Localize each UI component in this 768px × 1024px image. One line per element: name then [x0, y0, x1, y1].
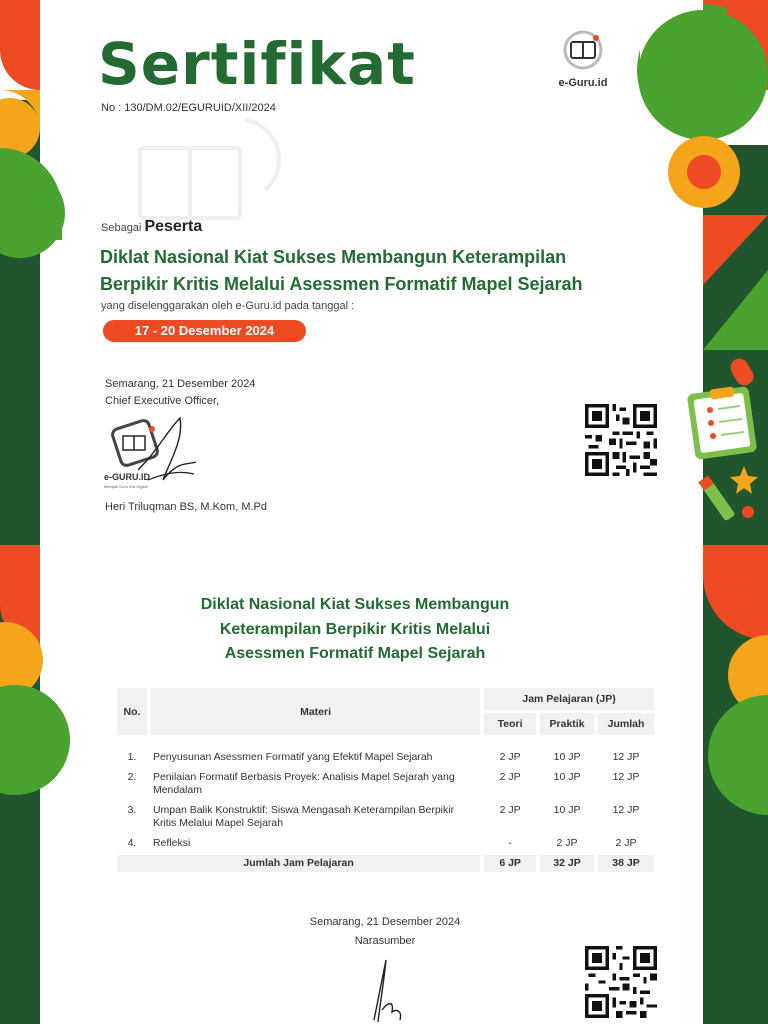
- row-materi: Penyusunan Asessmen Formatif yang Efektif Mapel Sejarah: [152, 751, 433, 763]
- participant-role: Peserta: [144, 218, 203, 235]
- course-title-line2: Berpikir Kritis Melalui Asessmen Formatif Mapel Sejarah: [100, 274, 583, 294]
- row-materi: Penilaian Formatif Berbasis Proyek: Analisis Mapel Sejarah yang Mendalam: [152, 771, 455, 796]
- role-line: [101, 218, 202, 236]
- role-prefix: Sebagai: [101, 222, 142, 234]
- row-no: 2.: [127, 771, 137, 783]
- book-logo-icon: [563, 30, 603, 70]
- row-no: 1.: [127, 751, 137, 763]
- table-row: [117, 769, 654, 799]
- materials-title: [150, 593, 560, 667]
- ceo-stamp-signature: [104, 410, 208, 505]
- stamp-text: e-GURU.ID: [104, 472, 151, 482]
- row-teori: 2 JP: [499, 751, 521, 763]
- row-praktik: 10 JP: [553, 751, 581, 763]
- total-praktik: 32 JP: [540, 855, 594, 872]
- logo-text: e-Guru.id: [558, 77, 608, 89]
- row-praktik: 10 JP: [553, 804, 581, 816]
- certificate-number: No : 130/DM.02/EGURUID/XII/2024: [101, 102, 276, 114]
- signature2-position: Narasumber: [354, 935, 416, 947]
- materials-title-line2: Keterampilan Berpikir Kritis Melalui: [219, 620, 491, 638]
- total-jumlah: 38 JP: [598, 855, 654, 872]
- header-praktik: Praktik: [540, 713, 594, 735]
- row-jumlah: 12 JP: [612, 804, 640, 816]
- row-teori: -: [508, 837, 512, 849]
- signer1-name: Heri Triluqman BS, M.Kom, M.Pd: [105, 501, 267, 513]
- table-row: [117, 835, 654, 852]
- table-total-row: [117, 855, 654, 872]
- table-row: [117, 802, 654, 832]
- qr-code-icon: [585, 404, 657, 476]
- row-jumlah: 12 JP: [612, 751, 640, 763]
- total-label: Jumlah Jam Pelajaran: [117, 855, 480, 872]
- signature2-block: [260, 913, 510, 951]
- row-teori: 2 JP: [499, 804, 521, 816]
- row-teori: 2 JP: [499, 771, 521, 783]
- row-no: 4.: [127, 837, 137, 849]
- course-title: [100, 244, 583, 298]
- signature-icon: [364, 950, 414, 1024]
- signature1-position: Chief Executive Officer,: [105, 395, 220, 407]
- row-jumlah: 12 JP: [612, 771, 640, 783]
- row-jumlah: 2 JP: [615, 837, 637, 849]
- materials-title-line3: Asessmen Formatif Mapel Sejarah: [224, 645, 486, 662]
- header-no: No.: [117, 688, 147, 735]
- row-no: 3.: [127, 804, 137, 816]
- table-row: [117, 749, 654, 766]
- table-header-row: [117, 688, 654, 710]
- signature1-place-date: Semarang, 21 Desember 2024: [105, 378, 256, 390]
- row-praktik: 10 JP: [553, 771, 581, 783]
- header-teori: Teori: [484, 713, 536, 735]
- header-jumlah: Jumlah: [598, 713, 654, 735]
- qr-code-icon: [585, 946, 657, 1018]
- held-text: yang diselenggarakan oleh e-Guru.id pada tanggal :: [101, 300, 355, 312]
- signature2-place-date: Semarang, 21 Desember 2024: [309, 916, 461, 928]
- materials-title-line1: Diklat Nasional Kiat Sukses Membangun: [200, 596, 510, 613]
- signature1-block: [105, 376, 255, 410]
- certificate-title: Sertifikat: [98, 30, 416, 98]
- total-teori: 6 JP: [484, 855, 536, 872]
- course-title-line1: Diklat Nasional Kiat Sukses Membangun Keterampilan: [100, 247, 567, 267]
- stamp-tagline: Menjadi Guru Era Digital: [104, 484, 148, 489]
- header-jp: Jam Pelajaran (JP): [484, 688, 654, 710]
- row-materi: Umpan Balik Konstruktif: Siswa Mengasah Keterampilan Berpikir Kritis Melalui Mapel Sejarah: [152, 804, 455, 829]
- eguru-logo: [548, 30, 618, 89]
- materials-table: [113, 685, 658, 875]
- row-materi: Refleksi: [152, 837, 191, 849]
- row-praktik: 2 JP: [556, 837, 578, 849]
- event-date-badge: 17 - 20 Desember 2024: [103, 320, 306, 342]
- header-materi: Materi: [151, 688, 480, 735]
